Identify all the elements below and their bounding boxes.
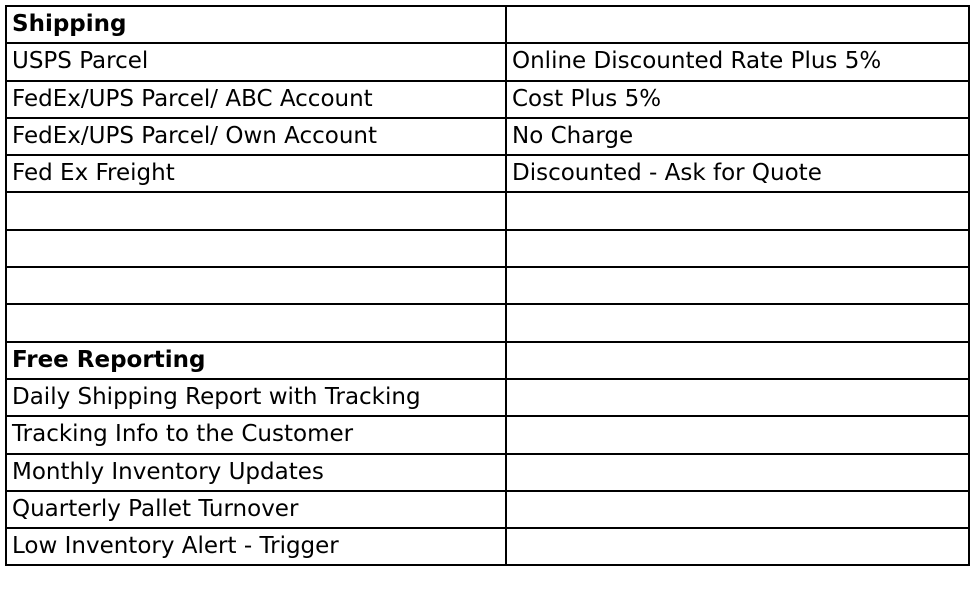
pricing-table xyxy=(5,5,970,566)
empty-cell xyxy=(506,192,969,229)
row-value xyxy=(506,491,969,528)
table-row xyxy=(6,192,969,229)
empty-cell xyxy=(6,267,506,304)
table-row xyxy=(6,6,969,43)
table-row xyxy=(6,454,969,491)
row-label: Fed Ex Freight xyxy=(6,155,506,192)
table-row xyxy=(6,118,969,155)
table-cell xyxy=(506,342,969,379)
row-value: Discounted - Ask for Quote xyxy=(506,155,969,192)
table-row xyxy=(6,81,969,118)
row-value: Online Discounted Rate Plus 5% xyxy=(506,43,969,80)
table-row xyxy=(6,379,969,416)
table-row xyxy=(6,304,969,341)
row-label: Monthly Inventory Updates xyxy=(6,454,506,491)
row-value xyxy=(506,528,969,565)
table-row xyxy=(6,267,969,304)
row-value xyxy=(506,379,969,416)
row-label: FedEx/UPS Parcel/ Own Account xyxy=(6,118,506,155)
empty-cell xyxy=(506,230,969,267)
table-row xyxy=(6,155,969,192)
section-header-free-reporting: Free Reporting xyxy=(6,342,506,379)
row-label: FedEx/UPS Parcel/ ABC Account xyxy=(6,81,506,118)
row-label: Daily Shipping Report with Tracking xyxy=(6,379,506,416)
empty-cell xyxy=(6,230,506,267)
row-value xyxy=(506,454,969,491)
table-row xyxy=(6,528,969,565)
row-label: Low Inventory Alert - Trigger xyxy=(6,528,506,565)
table-row xyxy=(6,491,969,528)
table-row xyxy=(6,416,969,453)
row-label: USPS Parcel xyxy=(6,43,506,80)
row-label: Quarterly Pallet Turnover xyxy=(6,491,506,528)
empty-cell xyxy=(506,304,969,341)
table-row xyxy=(6,342,969,379)
table-cell xyxy=(506,6,969,43)
row-value: Cost Plus 5% xyxy=(506,81,969,118)
table-row xyxy=(6,43,969,80)
table-row xyxy=(6,230,969,267)
empty-cell xyxy=(6,304,506,341)
row-value: No Charge xyxy=(506,118,969,155)
empty-cell xyxy=(6,192,506,229)
row-label: Tracking Info to the Customer xyxy=(6,416,506,453)
row-value xyxy=(506,416,969,453)
empty-cell xyxy=(506,267,969,304)
section-header-shipping: Shipping xyxy=(6,6,506,43)
